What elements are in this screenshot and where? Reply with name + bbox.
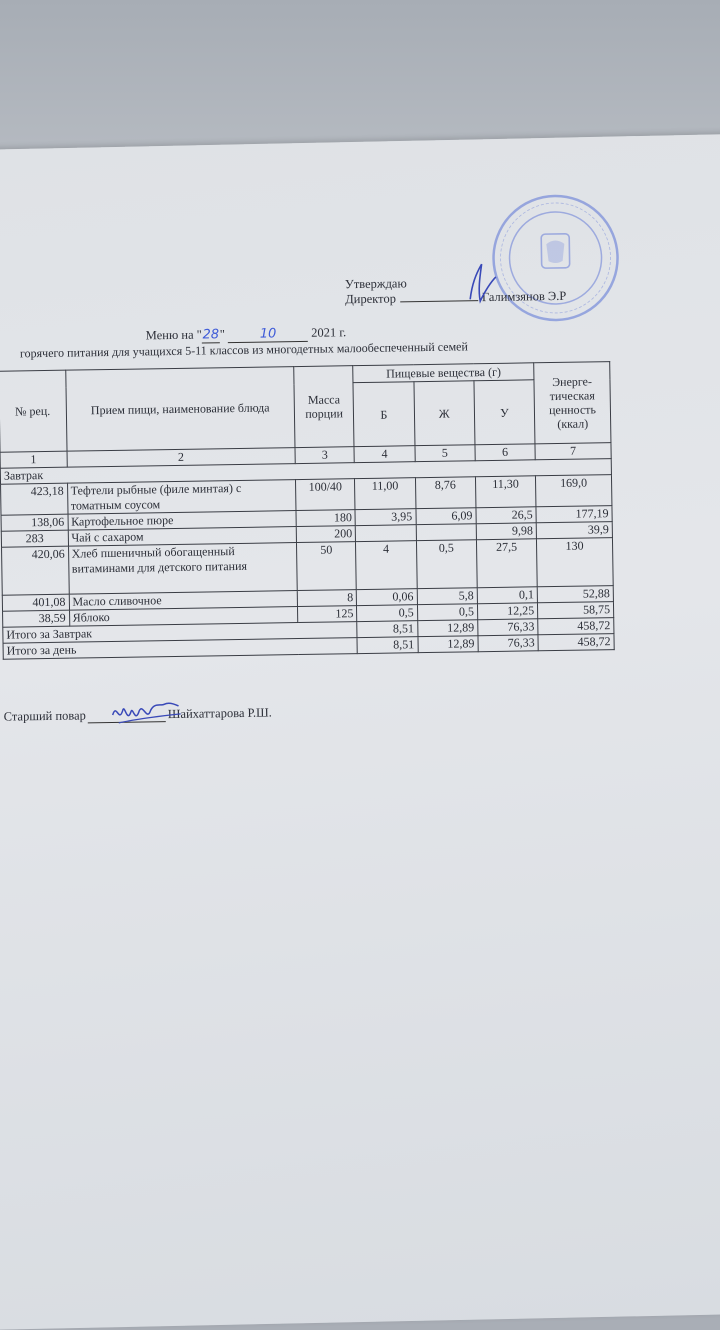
col-number: 2: [67, 448, 296, 468]
col-number: 5: [415, 445, 476, 462]
menu-table: [0, 361, 615, 660]
cell-kcal: 130: [537, 538, 614, 587]
cell-kcal: 177,19: [536, 506, 612, 523]
cell-rec: 138,06: [1, 514, 68, 531]
cell-rec: 423,18: [1, 483, 68, 515]
menu-title-quote: ": [219, 327, 226, 342]
cell-kcal: 52,88: [537, 586, 613, 603]
header-zh: Ж: [414, 381, 475, 446]
header-meal: Прием пищи, наименование блюда: [65, 367, 295, 452]
menu-month: 10: [228, 326, 308, 343]
cell-kcal: 458,72: [538, 634, 614, 651]
menu-title-prefix: Меню на ": [145, 327, 202, 343]
cell-u: 76,33: [478, 635, 539, 652]
header-energy: Энерге-тическая ценность (ккал): [534, 362, 611, 444]
cell-zh: 0,5: [416, 540, 477, 589]
cell-name: Чай с сахаром: [68, 527, 297, 547]
cook-name: Шайхаттарова Р.Ш.: [167, 705, 272, 722]
cell-kcal: 58,75: [538, 602, 614, 619]
cell-mass: 8: [297, 590, 356, 607]
cell-kcal: 39,9: [536, 522, 612, 539]
cell-b: 3,95: [355, 509, 416, 526]
cell-zh: 6,09: [416, 508, 477, 525]
cell-zh: 12,89: [418, 636, 479, 653]
director-signature: [452, 259, 513, 310]
menu-year: 2021 г.: [311, 325, 347, 340]
cell-name: Масло сливочное: [69, 591, 298, 611]
director-name: Галимзянов Э.Р: [481, 288, 567, 305]
header-rec: № рец.: [0, 370, 67, 452]
cell-zh: 12,89: [417, 620, 478, 637]
cell-u: 9,98: [476, 523, 537, 540]
director-label: Директор: [345, 291, 397, 307]
cell-u: 76,33: [478, 619, 539, 636]
header-nutrients: Пищевые вещества (г): [353, 363, 534, 383]
cell-u: 12,25: [477, 603, 538, 620]
menu-day: 28: [202, 327, 220, 343]
col-number: 6: [475, 444, 536, 461]
total-day-label: Итого за день: [3, 638, 358, 660]
cell-u: 27,5: [476, 539, 537, 588]
cell-zh: [416, 524, 477, 541]
cell-name: Хлеб пшеничный обогащенный витаминами для детского питания: [68, 543, 297, 595]
cell-mass: 180: [296, 510, 355, 527]
cell-zh: 8,76: [415, 477, 476, 509]
cell-rec: 38,59: [3, 610, 70, 627]
cell-b: [356, 525, 417, 542]
header-b: Б: [353, 382, 414, 447]
cell-name: Яблоко: [69, 607, 298, 627]
section-breakfast: Завтрак: [0, 459, 611, 485]
cell-u: 11,30: [475, 476, 536, 508]
col-number: 4: [354, 446, 415, 463]
approve-label: Утверждаю: [344, 276, 407, 292]
cell-b: 4: [356, 541, 417, 590]
cell-b: 8,51: [357, 621, 418, 638]
cell-kcal: 169,0: [536, 475, 612, 507]
cell-rec: 283: [1, 530, 68, 547]
cell-mass: 50: [297, 542, 357, 591]
cell-mass: 200: [296, 526, 355, 543]
cell-name: Картофельное пюре: [68, 511, 297, 531]
col-number: 7: [535, 443, 611, 460]
cell-b: 8,51: [357, 637, 418, 654]
cook-label: Старший повар: [3, 708, 86, 724]
cell-mass: 125: [298, 606, 357, 623]
total-breakfast-label: Итого за Завтрак: [3, 622, 358, 644]
cook-signature: [108, 692, 184, 733]
cell-mass: 100/40: [296, 479, 356, 511]
cell-b: 0,5: [357, 605, 418, 622]
header-u: У: [474, 380, 535, 445]
cell-name: Тефтели рыбные (филе минтая) с томатным соусом: [67, 480, 296, 515]
cell-rec: 420,06: [2, 546, 69, 595]
menu-subtitle: горячего питания для учащихся 5-11 классов из многодетных малообеспеченный семей: [19, 339, 468, 361]
cell-zh: 0,5: [417, 604, 478, 621]
cell-rec: 401,08: [2, 594, 69, 611]
cell-u: 26,5: [476, 507, 537, 524]
cell-b: 11,00: [355, 478, 416, 510]
cell-kcal: 458,72: [538, 618, 614, 635]
cell-u: 0,1: [477, 587, 538, 604]
col-number: 3: [295, 447, 354, 464]
header-mass: Масса порции: [294, 366, 354, 448]
col-number: 1: [0, 451, 67, 468]
cell-zh: 5,8: [417, 588, 478, 605]
cell-b: 0,06: [357, 589, 418, 606]
